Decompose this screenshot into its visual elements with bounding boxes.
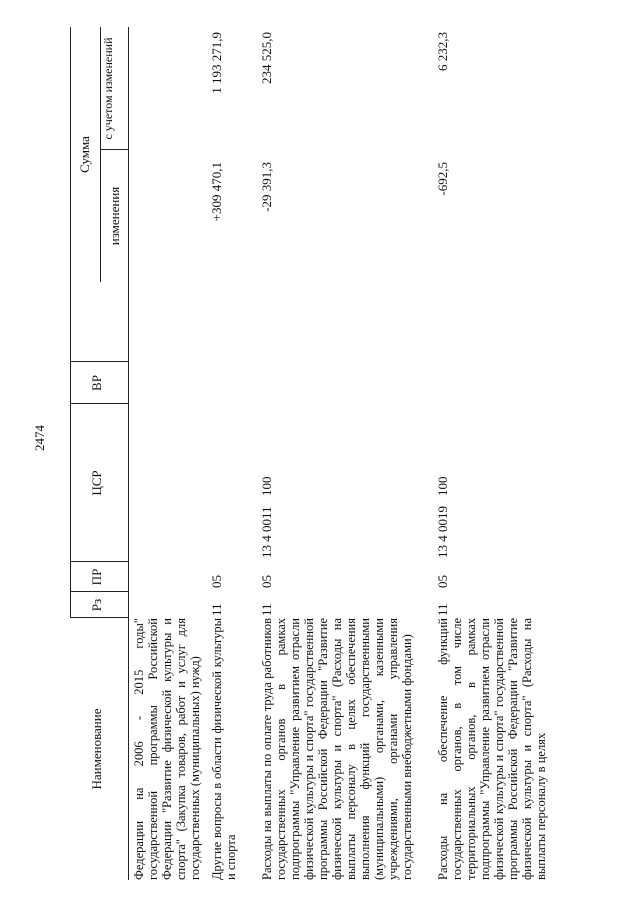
row-2-change: -29 391,3 [259,162,274,212]
header-change: изменения [107,186,122,246]
header-with-change: с учетом изменений [101,37,115,140]
row-3-total: 6 232,3 [435,32,450,71]
row-1-pr: 05 [209,575,224,588]
row-1-rz: 11 [209,603,224,616]
row-2-total: 234 525,0 [259,32,274,84]
header-sum: Сумма [77,136,92,173]
header-vr: ВР [89,375,104,391]
header-rz: Рз [89,598,104,612]
row-2-name: Расходы на выплаты по оплате труда работников государственных органов в рамках подпрограммы "Управление развитием отрасли физической культуры и спорта" государственной программы Российской Федерации "Развитие физической культуры и спорта" (Расходы на выплаты персоналу в целях обеспечения выполнения функций государственными (муниципальными) органами, казенными учреждениями, органами управления государственными внебюджетными фондами) [260,618,414,880]
header-top-border [70,27,71,618]
row-1-change: +309 470,1 [209,162,224,222]
budget-table [70,27,600,880]
row-3-vr: 100 [435,476,450,496]
header-bottom-border [128,27,129,880]
row-3-change: -692,5 [435,162,450,196]
row-2-rz: 11 [259,603,274,616]
header-csr: ЦСР [89,470,104,496]
row-1-name: Другие вопросы в области физической культуры и спорта [210,618,238,880]
row-0-name: Федерации на 2006 - 2015 годы" государственной программы Российской Федерации "Развитие физической культуры и спорта" (Закупка товаров, работ и услуг для государственных (муниципальных) нужд) [132,618,202,880]
row-3-csr: 13 4 0019 [435,506,450,558]
header-name: Наименование [89,708,104,790]
row-1-total: 1 193 271,9 [209,32,224,94]
page-number: 2474 [32,425,47,451]
row-2-csr: 13 4 0011 [259,506,274,558]
row-2-vr: 100 [259,476,274,496]
row-3-rz: 11 [435,603,450,616]
header-pr: ПР [89,568,104,586]
row-3-name: Расходы на обеспечение функций государственных органов, в том числе территориальных органов, в рамках подпрограммы "Управление развитием отрасли физической культуры и спорта" государственной программы Российской Федерации "Развитие физической культуры и спорта" (Расходы на выплаты персоналу в целях [436,618,548,880]
row-3-pr: 05 [435,575,450,588]
row-2-pr: 05 [259,575,274,588]
